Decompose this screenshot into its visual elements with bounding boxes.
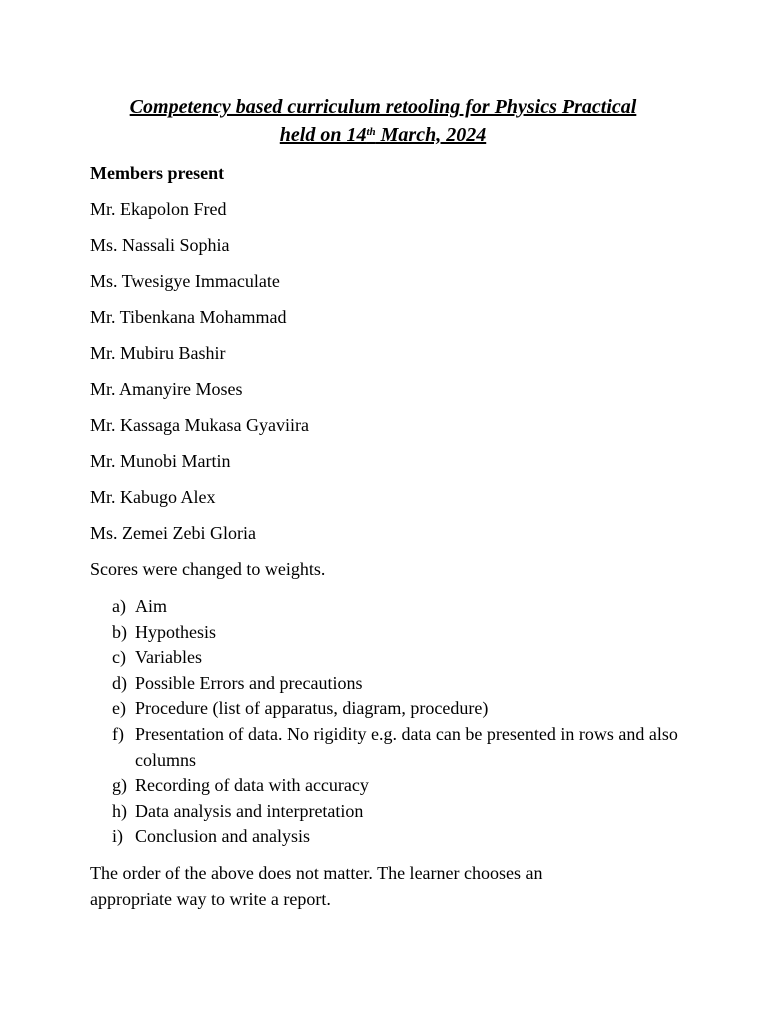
member-name: Ms. Twesigye Immaculate (90, 271, 280, 291)
list-item-text: Aim (135, 596, 168, 616)
member-name: Mr. Kabugo Alex (90, 487, 216, 507)
list-marker: a) (112, 596, 126, 616)
member-name: Mr. Amanyire Moses (90, 379, 243, 399)
closing-paragraph (90, 860, 690, 912)
list-item-text: Data analysis and interpretation (135, 800, 364, 821)
title-line-2-prefix: held on 14 (279, 124, 367, 146)
list-marker: e) (112, 698, 126, 719)
weights-list-item (90, 722, 690, 773)
member-name: Mr. Kassaga Mukasa Gyaviira (90, 415, 309, 435)
weights-list-item (90, 620, 690, 646)
scores-note: Scores were changed to weights. (90, 559, 326, 579)
list-item-text: Procedure (list of apparatus, diagram, procedure) (135, 698, 489, 719)
closing-line-1: The order of the above does not matter. The learner chooses an (90, 863, 543, 883)
list-item-text: Recording of data with accuracy (135, 775, 369, 796)
list-item-text: Presentation of data. No rigidity e.g. data can be presented in rows and also columns (135, 723, 678, 770)
members-heading: Members present (90, 163, 225, 183)
weights-list-item (90, 773, 690, 799)
weights-list-item (90, 696, 690, 722)
member-name: Mr. Ekapolon Fred (90, 199, 227, 219)
list-item-text: Conclusion and analysis (135, 826, 310, 847)
list-marker: f) (112, 723, 124, 744)
list-marker: i) (112, 826, 123, 847)
closing-line-2: appropriate way to write a report. (90, 889, 331, 909)
list-item-text: Variables (135, 647, 202, 668)
list-marker: b) (112, 621, 127, 642)
member-name: Ms. Zemei Zebi Gloria (90, 523, 256, 543)
member-name: Mr. Munobi Martin (90, 451, 231, 471)
weights-list-item (90, 824, 690, 850)
weights-list-item (90, 594, 690, 620)
title-line-2-suffix: March, 2024 (375, 124, 487, 146)
list-marker: g) (112, 775, 127, 796)
weights-list (90, 594, 690, 850)
document-title (60, 93, 706, 149)
list-item-text: Possible Errors and precautions (135, 672, 363, 693)
list-marker: d) (112, 672, 127, 693)
weights-list-item (90, 645, 690, 671)
member-name: Mr. Tibenkana Mohammad (90, 307, 287, 327)
list-marker: h) (112, 800, 127, 821)
list-item-text: Hypothesis (135, 621, 216, 642)
member-name: Ms. Nassali Sophia (90, 235, 230, 255)
list-marker: c) (112, 647, 126, 668)
member-name: Mr. Mubiru Bashir (90, 343, 226, 363)
weights-list-item (90, 799, 690, 825)
weights-list-item (90, 671, 690, 697)
title-line-1: Competency based curriculum retooling for Physics Practical (129, 96, 637, 118)
title-ordinal-suffix: th (366, 125, 376, 138)
